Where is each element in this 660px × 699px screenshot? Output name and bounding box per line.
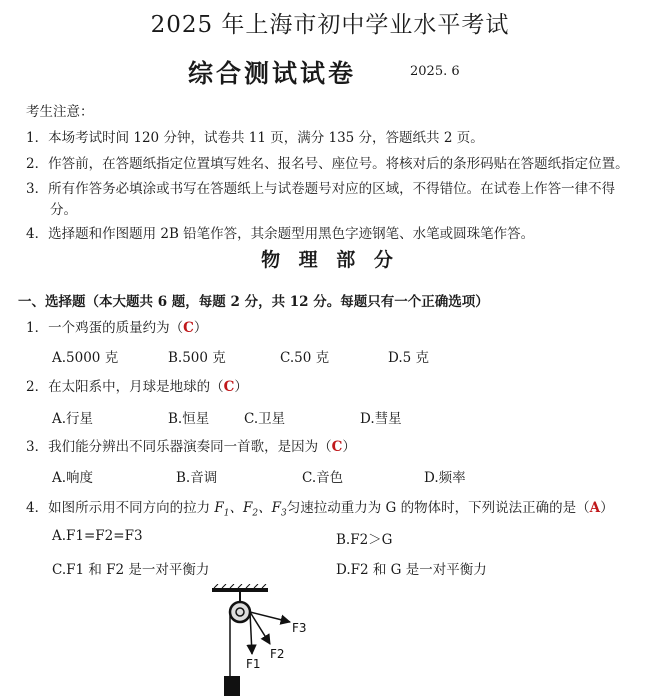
exam-subtitle: 综合测试试卷 (188, 59, 357, 88)
option-d: D.彗星 (360, 411, 402, 427)
pulley-wheel (230, 602, 250, 622)
label-f1: F1 (246, 657, 261, 671)
option-a: A.响度 (52, 470, 94, 486)
option-d: D.频率 (424, 470, 466, 486)
question-stem: 2．在太阳系中，月球是地球的（ (26, 379, 224, 395)
option-b: B.恒星 (168, 411, 210, 427)
option-a: A.行星 (52, 411, 94, 427)
part-title: 一、选择题（本大题共 6 题，每题 2 分，共 12 分。每题只有一个正确选项） (18, 294, 489, 310)
option-a: A.5000 克 (52, 350, 119, 366)
ceiling (212, 584, 268, 592)
answer-mark: C (183, 320, 194, 336)
option-b: B.音调 (176, 470, 218, 486)
notice-item-1: 1．本场考试时间 120 分钟，试卷共 11 页，满分 135 分，答题纸共 2 页。 (26, 130, 484, 146)
exam-date: 2025. 6 (410, 64, 460, 79)
label-f3: F3 (292, 621, 307, 635)
answer-mark: C (223, 379, 235, 395)
question-stem: 1．一个鸡蛋的质量约为（ (26, 320, 184, 336)
question-stem: 4．如图所示用不同方向的拉力 (26, 500, 215, 516)
question-stem-cont: 匀速拉动重力为 G 的物体时，下列说法正确的是（ (286, 500, 590, 516)
force-symbols: $F_1$、$F_2$、$F_3$ (214, 500, 287, 519)
force-f1-arrow (250, 612, 252, 654)
notice-item-2: 2．作答前，在答题纸指定位置填写姓名、报名号、座位号。将核对后的条形码贴在答题纸指定位置。 (26, 156, 629, 172)
question-3 (26, 435, 356, 455)
option-b: B.F2＞G (336, 532, 393, 548)
notice-item-3: 3．所有作答务必填涂或书写在答题纸上与试卷题号对应的区域，不得错位。在试卷上作答一律不得 (26, 181, 616, 197)
question-close: ） (234, 379, 248, 395)
notice-item-3-cont: 分。 (50, 202, 77, 218)
question-2 (26, 375, 248, 395)
option-c: C.音色 (302, 470, 344, 486)
exam-title: 2025 年上海市初中学业水平考试 (150, 12, 510, 38)
question-close: ） (600, 500, 614, 516)
label-f2: F2 (270, 647, 285, 661)
question-4 (26, 496, 614, 519)
question-close: ） (193, 320, 208, 336)
answer-mark: A (589, 500, 601, 516)
option-b: B.500 克 (168, 350, 226, 366)
pulley-figure (200, 584, 340, 699)
option-d: D.5 克 (388, 350, 430, 366)
option-c: C.F1 和 F2 是一对平衡力 (52, 562, 210, 578)
notice-item-4: 4．选择题和作图题用 2B 铅笔作答，其余题型用黑色字迹钢笔、水笔或圆珠笔作答。 (26, 226, 535, 242)
option-a: A.F1=F2=F3 (52, 528, 143, 544)
question-close: ） (342, 439, 356, 455)
notice-heading: 考生注意： (26, 104, 94, 120)
question-stem: 3．我们能分辨出不同乐器演奏同一首歌，是因为（ (26, 439, 332, 455)
question-1 (26, 316, 207, 336)
option-c: C.卫星 (244, 411, 286, 427)
section-title: 物 理 部 分 (261, 249, 399, 271)
answer-mark: C (331, 439, 343, 455)
option-c: C.50 克 (280, 350, 330, 366)
weight-block (224, 676, 240, 696)
option-d: D.F2 和 G 是一对平衡力 (336, 562, 487, 578)
